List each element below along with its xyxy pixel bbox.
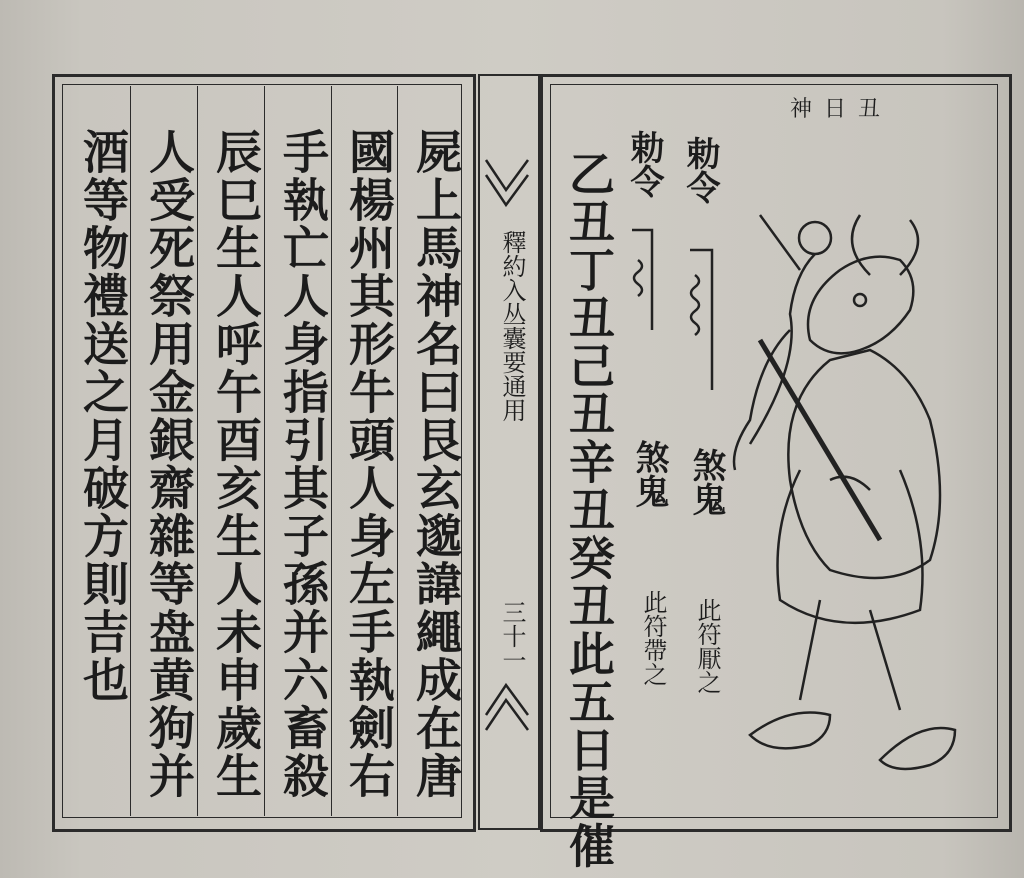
left-column-6: 酒等物禮送之月破方則吉也 [76, 128, 130, 704]
page-number: 三十一 [498, 600, 526, 672]
talisman-1: 勅令 [680, 136, 720, 204]
label-2: 煞鬼 [629, 440, 669, 508]
left-column-1: 屍上馬神名曰艮玄邈諱繩成在唐 [409, 128, 463, 800]
label-1: 煞鬼 [686, 448, 726, 516]
book-title: 釋約入丛囊要通用 [498, 230, 526, 422]
left-column-2: 國楊州其形牛頭人身左手執劍右 [342, 128, 396, 800]
right-column-1: 乙丑丁丑己丑辛丑癸丑此五日是催 [562, 150, 616, 870]
left-column-4: 辰巳生人呼午酉亥生人未申歲生 [209, 128, 263, 800]
page-heading: 丑日神 [790, 97, 893, 122]
talisman-2: 勅令 [624, 130, 664, 198]
note-1: 此符厭之 [693, 598, 721, 694]
left-column-3: 手執亡人身指引其子孫并六畜殺 [276, 128, 330, 800]
left-column-5: 人受死祭用金銀齋雜等盘黄狗并 [142, 128, 196, 800]
note-2: 此符帶之 [639, 590, 667, 686]
